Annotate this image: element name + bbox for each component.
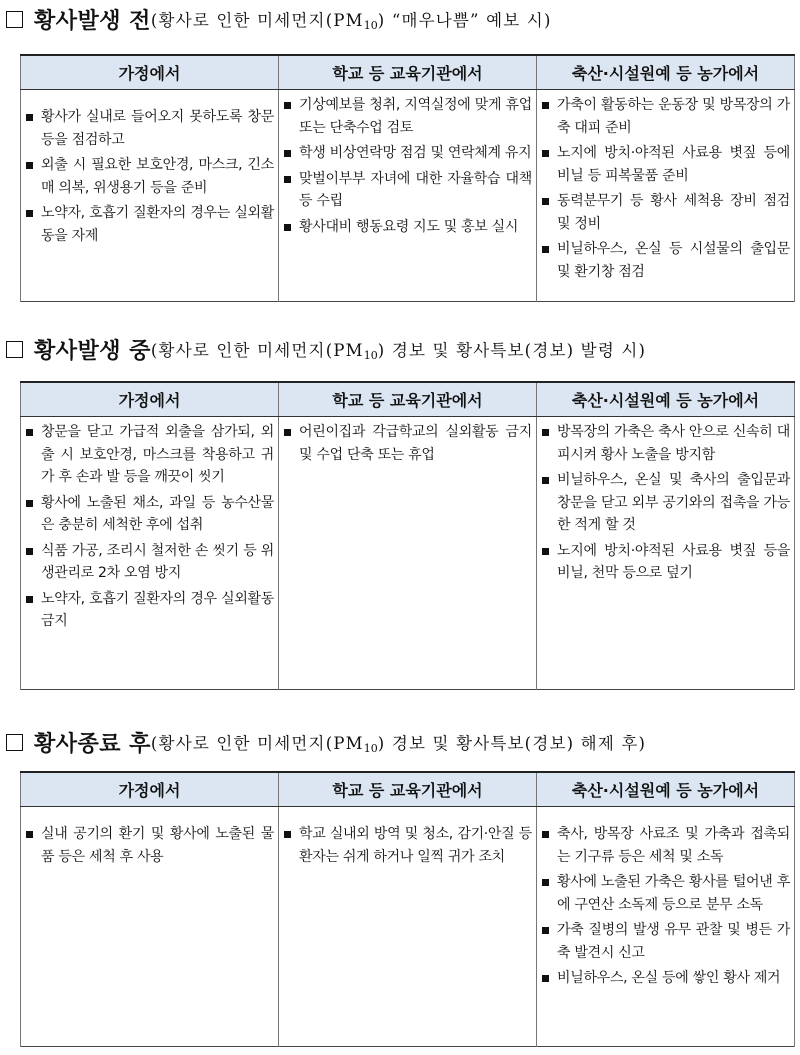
list-item: 비닐하우스, 온실 및 축사의 출입문과 창문을 닫고 외부 공기와의 접촉을 가능한 적게 할 것 <box>540 469 790 537</box>
table-row <box>21 807 795 1047</box>
list-item: 학교 실내외 방역 및 청소, 감기·안질 등 환자는 쉬게 하거나 일찍 귀가 조치 <box>282 823 532 868</box>
farm-list <box>540 94 790 283</box>
list-item: 노지에 방치·야적된 사료용 볏짚 등에 비닐 등 피복물품 준비 <box>540 142 790 187</box>
list-item: 외출 시 필요한 보호안경, 마스크, 긴소매 의복, 위생용기 등을 준비 <box>24 154 274 199</box>
list-item: 맞벌이부부 자녀에 대한 자율학습 대책 등 수립 <box>282 168 532 213</box>
list-item: 황사가 실내로 들어오지 못하도록 창문 등을 점검하고 <box>24 106 274 151</box>
section-main-title: 황사종료 후 <box>34 730 151 757</box>
school-cell <box>279 807 537 1047</box>
list-item: 노약자, 호흡기 질환자의 경우 실외활동 금지 <box>24 588 274 633</box>
farm-list <box>540 823 790 990</box>
table-row <box>21 90 795 302</box>
section-condition: (황사로 인한 미세먼지$(PM_{10})$ 경보 및 황사특보(경보) 해제 후) <box>150 733 647 755</box>
home-list <box>24 106 274 247</box>
home-cell <box>21 90 279 302</box>
checkbox-icon <box>6 734 23 751</box>
list-item: 황사대비 행동요령 지도 및 홍보 실시 <box>282 216 532 239</box>
checkbox-icon <box>6 341 23 358</box>
section-after <box>0 727 800 757</box>
column-header-school: 학교 등 교육기관에서 <box>279 772 537 807</box>
section-title <box>0 727 800 757</box>
list-item: 비닐하우스, 온실 등에 쌓인 황사 제거 <box>540 967 790 990</box>
section-title <box>0 334 800 364</box>
list-item: 가축이 활동하는 운동장 및 방목장의 가축 대피 준비 <box>540 94 790 139</box>
column-header-farm: 축산·시설원예 등 농가에서 <box>537 382 795 417</box>
list-item: 방목장의 가축은 축사 안으로 신속히 대피시켜 황사 노출을 방지함 <box>540 421 790 466</box>
list-item: 식품 가공, 조리시 철저한 손 씻기 등 위생관리로 2차 오염 방지 <box>24 540 274 585</box>
list-item: 비닐하우스, 온실 등 시설물의 출입문 및 환기창 점검 <box>540 238 790 283</box>
section-before <box>0 4 800 34</box>
section-during <box>0 334 800 364</box>
column-header-home: 가정에서 <box>21 772 279 807</box>
table-header-row <box>21 382 795 417</box>
column-header-school: 학교 등 교육기관에서 <box>279 55 537 90</box>
checkbox-icon <box>6 11 23 28</box>
list-item: 실내 공기의 환기 및 황사에 노출된 물품 등은 세척 후 사용 <box>24 823 274 868</box>
school-cell <box>279 417 537 690</box>
school-cell <box>279 90 537 302</box>
school-list <box>282 823 532 868</box>
guide-table-during <box>20 381 795 690</box>
section-main-title: 황사발생 전 <box>34 7 151 34</box>
farm-cell <box>537 90 795 302</box>
list-item: 동력분무기 등 황사 세척용 장비 점검 및 정비 <box>540 190 790 235</box>
farm-cell <box>537 807 795 1047</box>
school-list <box>282 421 532 466</box>
section-title <box>0 4 800 34</box>
list-item: 창문을 닫고 가급적 외출을 삼가되, 외출 시 보호안경, 마스크를 착용하고 귀가 후 손과 발 등을 깨끗이 씻기 <box>24 421 274 489</box>
column-header-school: 학교 등 교육기관에서 <box>279 382 537 417</box>
section-condition: (황사로 인한 미세먼지$(PM_{10})$ “매우나쁨” 예보 시) <box>150 10 552 32</box>
section-condition: (황사로 인한 미세먼지$(PM_{10})$ 경보 및 황사특보(경보) 발령 시) <box>150 340 647 362</box>
farm-list <box>540 421 790 585</box>
table-header-row <box>21 772 795 807</box>
list-item: 축사, 방목장 사료조 및 가축과 접촉되는 기구류 등은 세척 및 소독 <box>540 823 790 868</box>
list-item: 황사에 노출된 채소, 과일 등 농수산물은 충분히 세척한 후에 섭취 <box>24 492 274 537</box>
farm-cell <box>537 417 795 690</box>
table-row <box>21 417 795 690</box>
home-list <box>24 421 274 633</box>
section-main-title: 황사발생 중 <box>34 337 151 364</box>
list-item: 황사에 노출된 가축은 황사를 털어낸 후에 구연산 소독제 등으로 분무 소독 <box>540 871 790 916</box>
list-item: 기상예보를 청취, 지역실정에 맞게 휴업 또는 단축수업 검토 <box>282 94 532 139</box>
home-list <box>24 823 274 868</box>
list-item: 가축 질병의 발생 유무 관찰 및 병든 가축 발견시 신고 <box>540 919 790 964</box>
column-header-home: 가정에서 <box>21 55 279 90</box>
list-item: 노지에 방치·야적된 사료용 볏짚 등을 비닐, 천막 등으로 덮기 <box>540 540 790 585</box>
home-cell <box>21 417 279 690</box>
school-list <box>282 94 532 238</box>
column-header-farm: 축산·시설원예 등 농가에서 <box>537 55 795 90</box>
list-item: 학생 비상연락망 점검 및 연락체계 유지 <box>282 142 532 165</box>
guide-table-after <box>20 771 795 1047</box>
table-header-row <box>21 55 795 90</box>
list-item: 어린이집과 각급학교의 실외활동 금지 및 수업 단축 또는 휴업 <box>282 421 532 466</box>
guide-table-before <box>20 54 795 302</box>
column-header-home: 가정에서 <box>21 382 279 417</box>
list-item: 노약자, 호흡기 질환자의 경우는 실외활동을 자제 <box>24 202 274 247</box>
column-header-farm: 축산·시설원예 등 농가에서 <box>537 772 795 807</box>
home-cell <box>21 807 279 1047</box>
